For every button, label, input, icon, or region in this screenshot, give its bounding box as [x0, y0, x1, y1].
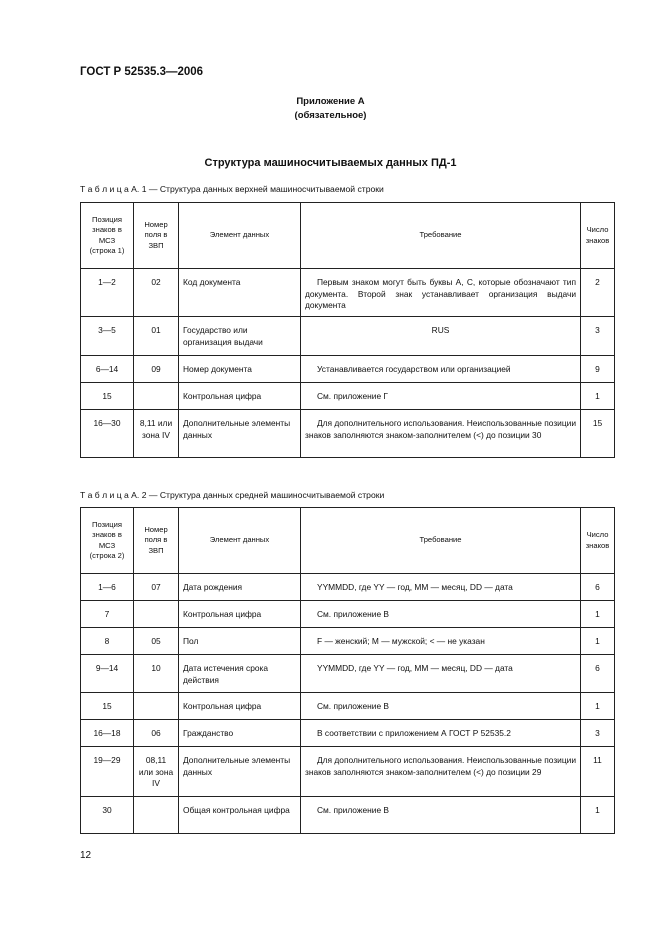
- table1-header-requirement: Требование: [301, 203, 581, 269]
- cell-requirement: См. приложение В: [301, 601, 581, 628]
- cell-requirement: В соответствии с приложением А ГОСТ Р 52535.2: [301, 720, 581, 747]
- cell-requirement: Для дополнительного использования. Неиспользованные позиции знаков заполняются знаком-заполнителем (<) до позиции 29: [301, 747, 581, 797]
- cell-char-count: 6: [581, 574, 615, 601]
- cell-field-number: 01: [134, 317, 179, 356]
- appendix-title: Приложение А: [296, 96, 365, 107]
- cell-char-count: 11: [581, 747, 615, 797]
- cell-field-number: 06: [134, 720, 179, 747]
- cell-field-number: 8,11 или зона IV: [134, 410, 179, 458]
- appendix-subtitle: (обязательное): [294, 110, 367, 121]
- table1-header-row: [81, 203, 615, 269]
- cell-element: Государство или организация выдачи: [179, 317, 301, 356]
- cell-position: 8: [81, 628, 134, 655]
- cell-element: Дата истечения срока действия: [179, 655, 301, 693]
- cell-char-count: 3: [581, 317, 615, 356]
- table-row: [81, 797, 615, 834]
- cell-char-count: 1: [581, 628, 615, 655]
- cell-element: Пол: [179, 628, 301, 655]
- table1-caption: Т а б л и ц а А. 1 — Структура данных верхней машиносчитываемой строки: [80, 184, 384, 194]
- cell-char-count: 9: [581, 356, 615, 383]
- cell-field-number: [134, 383, 179, 410]
- cell-field-number: 08,11 или зона IV: [134, 747, 179, 797]
- cell-requirement: См. приложение В: [301, 797, 581, 834]
- cell-position: 16—30: [81, 410, 134, 458]
- table-row: [81, 601, 615, 628]
- cell-requirement: F — женский; M — мужской; < — не указан: [301, 628, 581, 655]
- cell-requirement: RUS: [301, 317, 581, 356]
- table-row: [81, 720, 615, 747]
- cell-element: Дата рождения: [179, 574, 301, 601]
- table2-header-position: Позиция знаков в МСЗ (строка 2): [81, 508, 134, 574]
- table1-header-field-number: Номер поля в ЗВП: [134, 203, 179, 269]
- table1: [80, 202, 615, 458]
- cell-requirement: YYMMDD, где YY — год, MM — месяц, DD — дата: [301, 574, 581, 601]
- cell-field-number: 07: [134, 574, 179, 601]
- cell-field-number: [134, 693, 179, 720]
- table-row: [81, 383, 615, 410]
- table2-header-row: [81, 508, 615, 574]
- table-row: [81, 356, 615, 383]
- cell-element: Общая контрольная цифра: [179, 797, 301, 834]
- cell-char-count: 1: [581, 693, 615, 720]
- table-row: [81, 747, 615, 797]
- cell-field-number: 09: [134, 356, 179, 383]
- cell-requirement: Устанавливается государством или организацией: [301, 356, 581, 383]
- table-row: [81, 269, 615, 317]
- cell-requirement: Для дополнительного использования. Неиспользованные позиции знаков заполняются знаком-заполнителем (<) до позиции 30: [301, 410, 581, 458]
- table2-header-field-number: Номер поля в ЗВП: [134, 508, 179, 574]
- cell-element: Дополнительные элементы данных: [179, 410, 301, 458]
- cell-position: 16—18: [81, 720, 134, 747]
- cell-requirement: YYMMDD, где YY — год, MM — месяц, DD — дата: [301, 655, 581, 693]
- cell-char-count: 1: [581, 383, 615, 410]
- table-row: [81, 655, 615, 693]
- cell-char-count: 15: [581, 410, 615, 458]
- cell-char-count: 1: [581, 601, 615, 628]
- table-row: [81, 574, 615, 601]
- cell-field-number: 05: [134, 628, 179, 655]
- page-number: 12: [80, 850, 92, 861]
- table2-caption: Т а б л и ц а А. 2 — Структура данных средней машиносчитываемой строки: [80, 490, 385, 500]
- table2: [80, 507, 615, 834]
- table2-header-requirement: Требование: [301, 508, 581, 574]
- cell-position: 9—14: [81, 655, 134, 693]
- cell-requirement: Первым знаком могут быть буквы А, С, которые обозначают тип документа. Второй знак устанавливает организация выдачи документа: [301, 269, 581, 317]
- cell-char-count: 1: [581, 797, 615, 834]
- cell-element: Код документа: [179, 269, 301, 317]
- cell-requirement: См. приложение В: [301, 693, 581, 720]
- cell-element: Контрольная цифра: [179, 601, 301, 628]
- document-id: ГОСТ Р 52535.3—2006: [80, 66, 204, 78]
- cell-char-count: 3: [581, 720, 615, 747]
- table-row: [81, 410, 615, 458]
- section-title: Структура машиносчитываемых данных ПД-1: [204, 157, 457, 169]
- table-row: [81, 317, 615, 356]
- cell-position: 7: [81, 601, 134, 628]
- cell-field-number: 10: [134, 655, 179, 693]
- cell-char-count: 6: [581, 655, 615, 693]
- cell-position: 6—14: [81, 356, 134, 383]
- table1-header-position: Позиция знаков в МСЗ (строка 1): [81, 203, 134, 269]
- cell-field-number: [134, 601, 179, 628]
- cell-field-number: [134, 797, 179, 834]
- cell-element: Номер документа: [179, 356, 301, 383]
- cell-position: 3—5: [81, 317, 134, 356]
- cell-element: Гражданство: [179, 720, 301, 747]
- cell-char-count: 2: [581, 269, 615, 317]
- cell-position: 19—29: [81, 747, 134, 797]
- table-row: [81, 693, 615, 720]
- cell-position: 1—6: [81, 574, 134, 601]
- cell-position: 15: [81, 693, 134, 720]
- table1-header-element: Элемент данных: [179, 203, 301, 269]
- table1-header-char-count: Число знаков: [581, 203, 615, 269]
- cell-requirement: См. приложение Г: [301, 383, 581, 410]
- cell-element: Контрольная цифра: [179, 383, 301, 410]
- cell-position: 30: [81, 797, 134, 834]
- table-row: [81, 628, 615, 655]
- cell-field-number: 02: [134, 269, 179, 317]
- cell-position: 1—2: [81, 269, 134, 317]
- table2-header-element: Элемент данных: [179, 508, 301, 574]
- cell-element: Контрольная цифра: [179, 693, 301, 720]
- cell-element: Дополнительные элементы данных: [179, 747, 301, 797]
- cell-position: 15: [81, 383, 134, 410]
- table2-header-char-count: Число знаков: [581, 508, 615, 574]
